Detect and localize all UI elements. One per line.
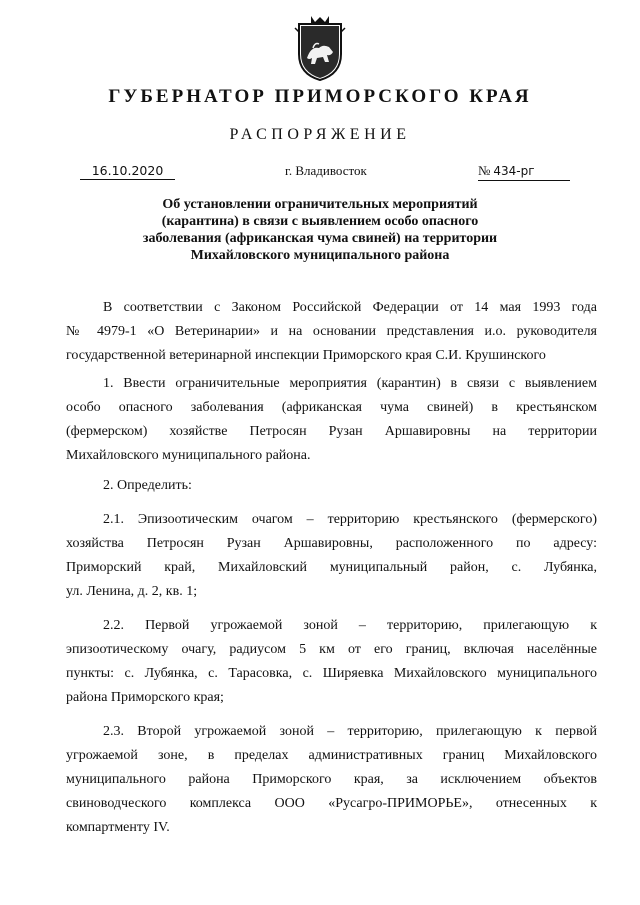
item-2-3-paragraph <box>66 720 597 840</box>
text-line: ул. Ленина, д. 2, кв. 1; <box>66 584 198 599</box>
subject-line: Об установлении ограничительных мероприятий <box>162 197 478 212</box>
text-line: муниципального района Приморского края, за исключением объектов <box>66 772 597 787</box>
document-date: 16.10.2020 <box>80 163 175 180</box>
text-line: государственной ветеринарной инспекции Приморского края С.И. Крушинского <box>66 348 546 363</box>
preamble-paragraph <box>66 296 597 368</box>
text-line: В соответствии с Законом Российской Федерации от 14 мая 1993 года <box>103 300 597 315</box>
text-line: Михайловского муниципального района. <box>66 448 311 463</box>
text-line: пункты: с. Лубянка, с. Тарасовка, с. Ширяевка Михайловского муниципального <box>66 666 597 681</box>
item-2-paragraph <box>66 474 597 498</box>
text-line: района Приморского края; <box>66 690 224 705</box>
header-title: ГУБЕРНАТОР ПРИМОРСКОГО КРАЯ <box>108 86 532 107</box>
text-line: угрожаемой зоне, в пределах административных границ Михайловского <box>66 748 597 763</box>
subject-line: заболевания (африканская чума свиней) на территории <box>142 231 498 246</box>
document-body <box>66 296 597 840</box>
text-line: компартменту IV. <box>66 820 170 835</box>
document-number <box>478 163 570 181</box>
item-2-2-paragraph <box>66 614 597 710</box>
number-prefix: № <box>478 163 491 178</box>
text-line: 2.3. Второй угрожаемой зоной – территорию, прилегающую к первой <box>103 724 597 739</box>
number-value: 434-рг <box>493 164 535 178</box>
document-city: г. Владивосток <box>285 163 367 178</box>
text-line: Приморский край, Михайловский муниципальный район, с. Лубянка, <box>66 560 597 575</box>
item-2-1-paragraph <box>66 508 597 604</box>
subject-line: Михайловского муниципального района <box>190 248 450 263</box>
text-line: (фермерском) хозяйстве Петросян Рузан Аршавировны на территории <box>66 424 597 439</box>
coat-of-arms-icon <box>293 14 347 82</box>
text-line: № 4979-1 «О Ветеринарии» и на основании представления и.о. руководителя <box>66 324 597 339</box>
text-line: 2. Определить: <box>103 478 192 493</box>
text-line: 2.1. Эпизоотическим очагом – территорию крестьянского (фермерского) <box>103 512 597 527</box>
text-line: 1. Ввести ограничительные мероприятия (карантин) в связи с выявлением <box>103 376 597 391</box>
subject-line: (карантина) в связи с выявлением особо опасного <box>161 214 479 229</box>
text-line: эпизоотическому очагу, радиусом 5 км от его границ, включая населённые <box>66 642 597 657</box>
text-line: хозяйства Петросян Рузан Аршавировны, расположенного по адресу: <box>66 536 597 551</box>
text-line: 2.2. Первой угрожаемой зоной – территорию, прилегающую к <box>103 618 597 633</box>
document-subject <box>110 196 530 264</box>
text-line: особо опасного заболевания (африканская чума свиней) в крестьянском <box>66 400 597 415</box>
text-line: свиноводческого комплекса ООО «Русагро-ПРИМОРЬЕ», отнесенных к <box>66 796 597 811</box>
document-type: РАСПОРЯЖЕНИЕ <box>229 126 411 143</box>
item-1-paragraph <box>66 372 597 468</box>
